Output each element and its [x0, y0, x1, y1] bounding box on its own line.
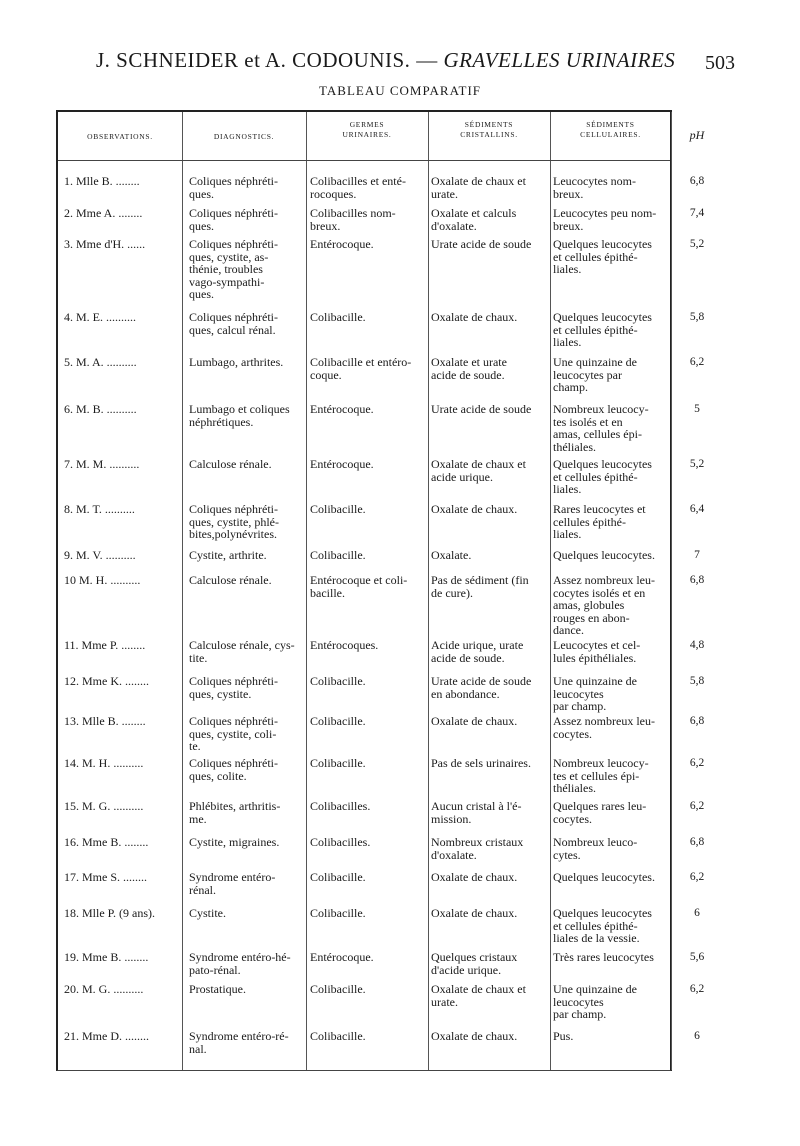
ph-cell: 6,8: [689, 175, 705, 187]
page-number: 503: [705, 52, 735, 74]
sediments-cellulaires-cell: Rares leucocytes et cellules épithé- liales.: [553, 502, 646, 541]
observation-cell: 18. Mlle P. (9 ans).: [64, 906, 155, 920]
sediments-cellulaires-cell: Quelques leucocytes.: [553, 548, 655, 562]
header-authors: J. SCHNEIDER et A. CODOUNIS.: [96, 48, 411, 72]
germes-cell: Colibacille.: [310, 714, 366, 728]
column-header-germes: GERMES URINAIRES.: [342, 120, 392, 139]
observation-cell: 7. M. M. ..........: [64, 457, 140, 471]
diagnostic-cell: Prostatique.: [189, 982, 246, 996]
header-separator: —: [410, 48, 444, 72]
sediments-cristallins-cell: Urate acide de soude: [431, 237, 532, 251]
observation-cell: 14. M. H. ..........: [64, 756, 144, 770]
diagnostic-cell: Coliques néphréti- ques, cystite, coli- te.: [189, 714, 278, 753]
header-title: GRAVELLES URINAIRES: [443, 48, 676, 72]
sediments-cristallins-cell: Oxalate.: [431, 548, 472, 562]
column-header-observations: OBSERVATIONS.: [87, 132, 153, 141]
sediments-cristallins-cell: Quelques cristaux d'acide urique.: [431, 950, 518, 977]
diagnostic-cell: Cystite, migraines.: [189, 835, 280, 849]
diagnostic-cell: Syndrome entéro-hé- pato-rénal.: [189, 950, 291, 977]
sediments-cellulaires-cell: Leucocytes peu nom- breux.: [553, 206, 657, 233]
sediments-cristallins-cell: Oxalate de chaux.: [431, 310, 518, 324]
sediments-cellulaires-cell: Nombreux leucocy- tes isolés et en amas, cellules épi- théliales.: [553, 402, 649, 454]
germes-cell: Colibacille.: [310, 548, 366, 562]
germes-cell: Colibacilles et enté- rocoques.: [310, 174, 406, 201]
sediments-cristallins-cell: Oxalate et calculs d'oxalate.: [431, 206, 517, 233]
sediments-cellulaires-cell: Une quinzaine de leucocytes par champ.: [553, 674, 637, 713]
diagnostic-cell: Cystite.: [189, 906, 227, 920]
diagnostic-cell: Cystite, arthrite.: [189, 548, 267, 562]
germes-cell: Colibacilles nom- breux.: [310, 206, 396, 233]
sediments-cellulaires-cell: Leucocytes et cel- lules épithéliales.: [553, 638, 641, 665]
sediments-cristallins-cell: Oxalate de chaux et acide urique.: [431, 457, 526, 484]
diagnostic-cell: Coliques néphréti- ques.: [189, 174, 278, 201]
column-header-sediments-cristallins: SÉDIMENTS CRISTALLINS.: [460, 120, 518, 139]
sediments-cristallins-cell: Urate acide de soude en abondance.: [431, 674, 532, 701]
germes-cell: Colibacilles.: [310, 799, 371, 813]
column-header-sediments-cellulaires: SÉDIMENTS CELLULAIRES.: [580, 120, 641, 139]
germes-cell: Colibacille.: [310, 756, 366, 770]
ph-cell: 6,8: [689, 715, 705, 727]
sediments-cellulaires-cell: Quelques leucocytes et cellules épithé- liales.: [553, 457, 652, 496]
sediments-cristallins-cell: Oxalate de chaux.: [431, 1029, 518, 1043]
sediments-cristallins-cell: Oxalate de chaux.: [431, 714, 518, 728]
sediments-cellulaires-cell: Quelques rares leu- cocytes.: [553, 799, 647, 826]
sediments-cellulaires-cell: Quelques leucocytes et cellules épithé- liales.: [553, 237, 652, 276]
observation-cell: 10 M. H. ..........: [64, 573, 141, 587]
sediments-cristallins-cell: Oxalate de chaux.: [431, 906, 518, 920]
diagnostic-cell: Coliques néphréti- ques, cystite, as- thénie, troubles vago-sympathi- ques.: [189, 237, 278, 301]
diagnostic-cell: Coliques néphréti- ques.: [189, 206, 278, 233]
sediments-cristallins-cell: Oxalate de chaux.: [431, 502, 518, 516]
diagnostic-cell: Coliques néphréti- ques, calcul rénal.: [189, 310, 278, 337]
ph-cell: 6,2: [689, 800, 705, 812]
observation-cell: 21. Mme D. ........: [64, 1029, 149, 1043]
observation-cell: 4. M. E. ..........: [64, 310, 136, 324]
ph-cell: 5,2: [689, 458, 705, 470]
sediments-cellulaires-cell: Assez nombreux leu- cocytes.: [553, 714, 655, 741]
germes-cell: Entérocoque et coli- bacille.: [310, 573, 408, 600]
observation-cell: 17. Mme S. ........: [64, 870, 148, 884]
germes-cell: Entérocoques.: [310, 638, 379, 652]
germes-cell: Entérocoque.: [310, 950, 374, 964]
observation-cell: 5. M. A. ..........: [64, 355, 137, 369]
column-divider: [671, 112, 672, 1070]
ph-cell: 5,8: [689, 311, 705, 323]
sediments-cristallins-cell: Nombreux cristaux d'oxalate.: [431, 835, 524, 862]
sediments-cellulaires-cell: Une quinzaine de leucocytes par champ.: [553, 355, 637, 394]
ph-cell: 6,8: [689, 574, 705, 586]
sediments-cristallins-cell: Pas de sels urinaires.: [431, 756, 531, 770]
diagnostic-cell: Calculose rénale.: [189, 457, 272, 471]
sediments-cellulaires-cell: Nombreux leucocy- tes et cellules épi- théliales.: [553, 756, 649, 795]
sediments-cellulaires-cell: Leucocytes nom- breux.: [553, 174, 636, 201]
germes-cell: Colibacille.: [310, 502, 366, 516]
ph-cell: 5: [694, 403, 700, 415]
column-divider: [182, 112, 183, 1070]
ph-cell: 6,2: [689, 356, 705, 368]
diagnostic-cell: Phlébites, arthritis- me.: [189, 799, 281, 826]
diagnostic-cell: Lumbago et coliques néphrétiques.: [189, 402, 290, 429]
germes-cell: Colibacille.: [310, 310, 366, 324]
ph-cell: 6,2: [689, 871, 705, 883]
sediments-cristallins-cell: Pas de sédiment (fin de cure).: [431, 573, 529, 600]
sediments-cellulaires-cell: Assez nombreux leu- cocytes isolés et en amas, globules rouges en abon- dance.: [553, 573, 655, 637]
observation-cell: 1. Mlle B. ........: [64, 174, 140, 188]
germes-cell: Entérocoque.: [310, 237, 374, 251]
sediments-cristallins-cell: Oxalate de chaux et urate.: [431, 174, 526, 201]
sediments-cellulaires-cell: Très rares leucocytes: [553, 950, 654, 964]
observation-cell: 2. Mme A. ........: [64, 206, 143, 220]
germes-cell: Colibacille.: [310, 674, 366, 688]
column-header-ph: pH: [689, 128, 705, 142]
ph-cell: 7,4: [689, 207, 705, 219]
comparison-table: [56, 110, 705, 1071]
ph-cell: 5,8: [689, 675, 705, 687]
germes-cell: Colibacilles.: [310, 835, 371, 849]
diagnostic-cell: Syndrome entéro- rénal.: [189, 870, 276, 897]
observation-cell: 9. M. V. ..........: [64, 548, 136, 562]
germes-cell: Entérocoque.: [310, 402, 374, 416]
observation-cell: 3. Mme d'H. ......: [64, 237, 146, 251]
observation-cell: 16. Mme B. ........: [64, 835, 149, 849]
header-rule: [58, 160, 670, 161]
ph-cell: 4,8: [689, 639, 705, 651]
table-title: TABLEAU COMPARATIF: [318, 83, 482, 98]
column-divider: [306, 112, 307, 1070]
diagnostic-cell: Calculose rénale.: [189, 573, 272, 587]
sediments-cristallins-cell: Urate acide de soude: [431, 402, 532, 416]
diagnostic-cell: Calculose rénale, cys- tite.: [189, 638, 295, 665]
sediments-cristallins-cell: Oxalate de chaux.: [431, 870, 518, 884]
sediments-cellulaires-cell: Quelques leucocytes et cellules épithé- liales de la vessie.: [553, 906, 652, 945]
observation-cell: 19. Mme B. ........: [64, 950, 149, 964]
observation-cell: 6. M. B. ..........: [64, 402, 137, 416]
sediments-cellulaires-cell: Quelques leucocytes et cellules épithé- liales.: [553, 310, 652, 349]
sediments-cellulaires-cell: Pus.: [553, 1029, 574, 1043]
ph-cell: 6,2: [689, 757, 705, 769]
ph-cell: 7: [694, 549, 700, 561]
germes-cell: Entérocoque.: [310, 457, 374, 471]
germes-cell: Colibacille.: [310, 906, 366, 920]
diagnostic-cell: Coliques néphréti- ques, colite.: [189, 756, 278, 783]
ph-cell: 6: [694, 907, 700, 919]
column-header-diagnostics: DIAGNOSTICS.: [213, 132, 275, 141]
ph-cell: 6,2: [689, 983, 705, 995]
germes-cell: Colibacille.: [310, 982, 366, 996]
sediments-cristallins-cell: Oxalate de chaux et urate.: [431, 982, 526, 1009]
observation-cell: 8. M. T. ..........: [64, 502, 135, 516]
running-header: [96, 48, 736, 73]
sediments-cellulaires-cell: Une quinzaine de leucocytes par champ.: [553, 982, 637, 1021]
diagnostic-cell: Syndrome entéro-ré- nal.: [189, 1029, 289, 1056]
germes-cell: Colibacille.: [310, 1029, 366, 1043]
ph-cell: 6,4: [689, 503, 705, 515]
germes-cell: Colibacille.: [310, 870, 366, 884]
sediments-cellulaires-cell: Nombreux leuco- cytes.: [553, 835, 638, 862]
sediments-cristallins-cell: Acide urique, urate acide de soude.: [431, 638, 524, 665]
observation-cell: 13. Mlle B. ........: [64, 714, 146, 728]
germes-cell: Colibacille et entéro- coque.: [310, 355, 412, 382]
sediments-cristallins-cell: Aucun cristal à l'é- mission.: [431, 799, 522, 826]
observation-cell: 12. Mme K. ........: [64, 674, 149, 688]
ph-cell: 6: [694, 1030, 700, 1042]
ph-cell: 6,8: [689, 836, 705, 848]
diagnostic-cell: Coliques néphréti- ques, cystite.: [189, 674, 278, 701]
sediments-cellulaires-cell: Quelques leucocytes.: [553, 870, 655, 884]
observation-cell: 11. Mme P. ........: [64, 638, 146, 652]
diagnostic-cell: Lumbago, arthrites.: [189, 355, 284, 369]
sediments-cristallins-cell: Oxalate et urate acide de soude.: [431, 355, 507, 382]
ph-cell: 5,6: [689, 951, 705, 963]
diagnostic-cell: Coliques néphréti- ques, cystite, phlé- bites,polynévrites.: [189, 502, 279, 541]
observation-cell: 20. M. G. ..........: [64, 982, 144, 996]
ph-cell: 5,2: [689, 238, 705, 250]
observation-cell: 15. M. G. ..........: [64, 799, 144, 813]
